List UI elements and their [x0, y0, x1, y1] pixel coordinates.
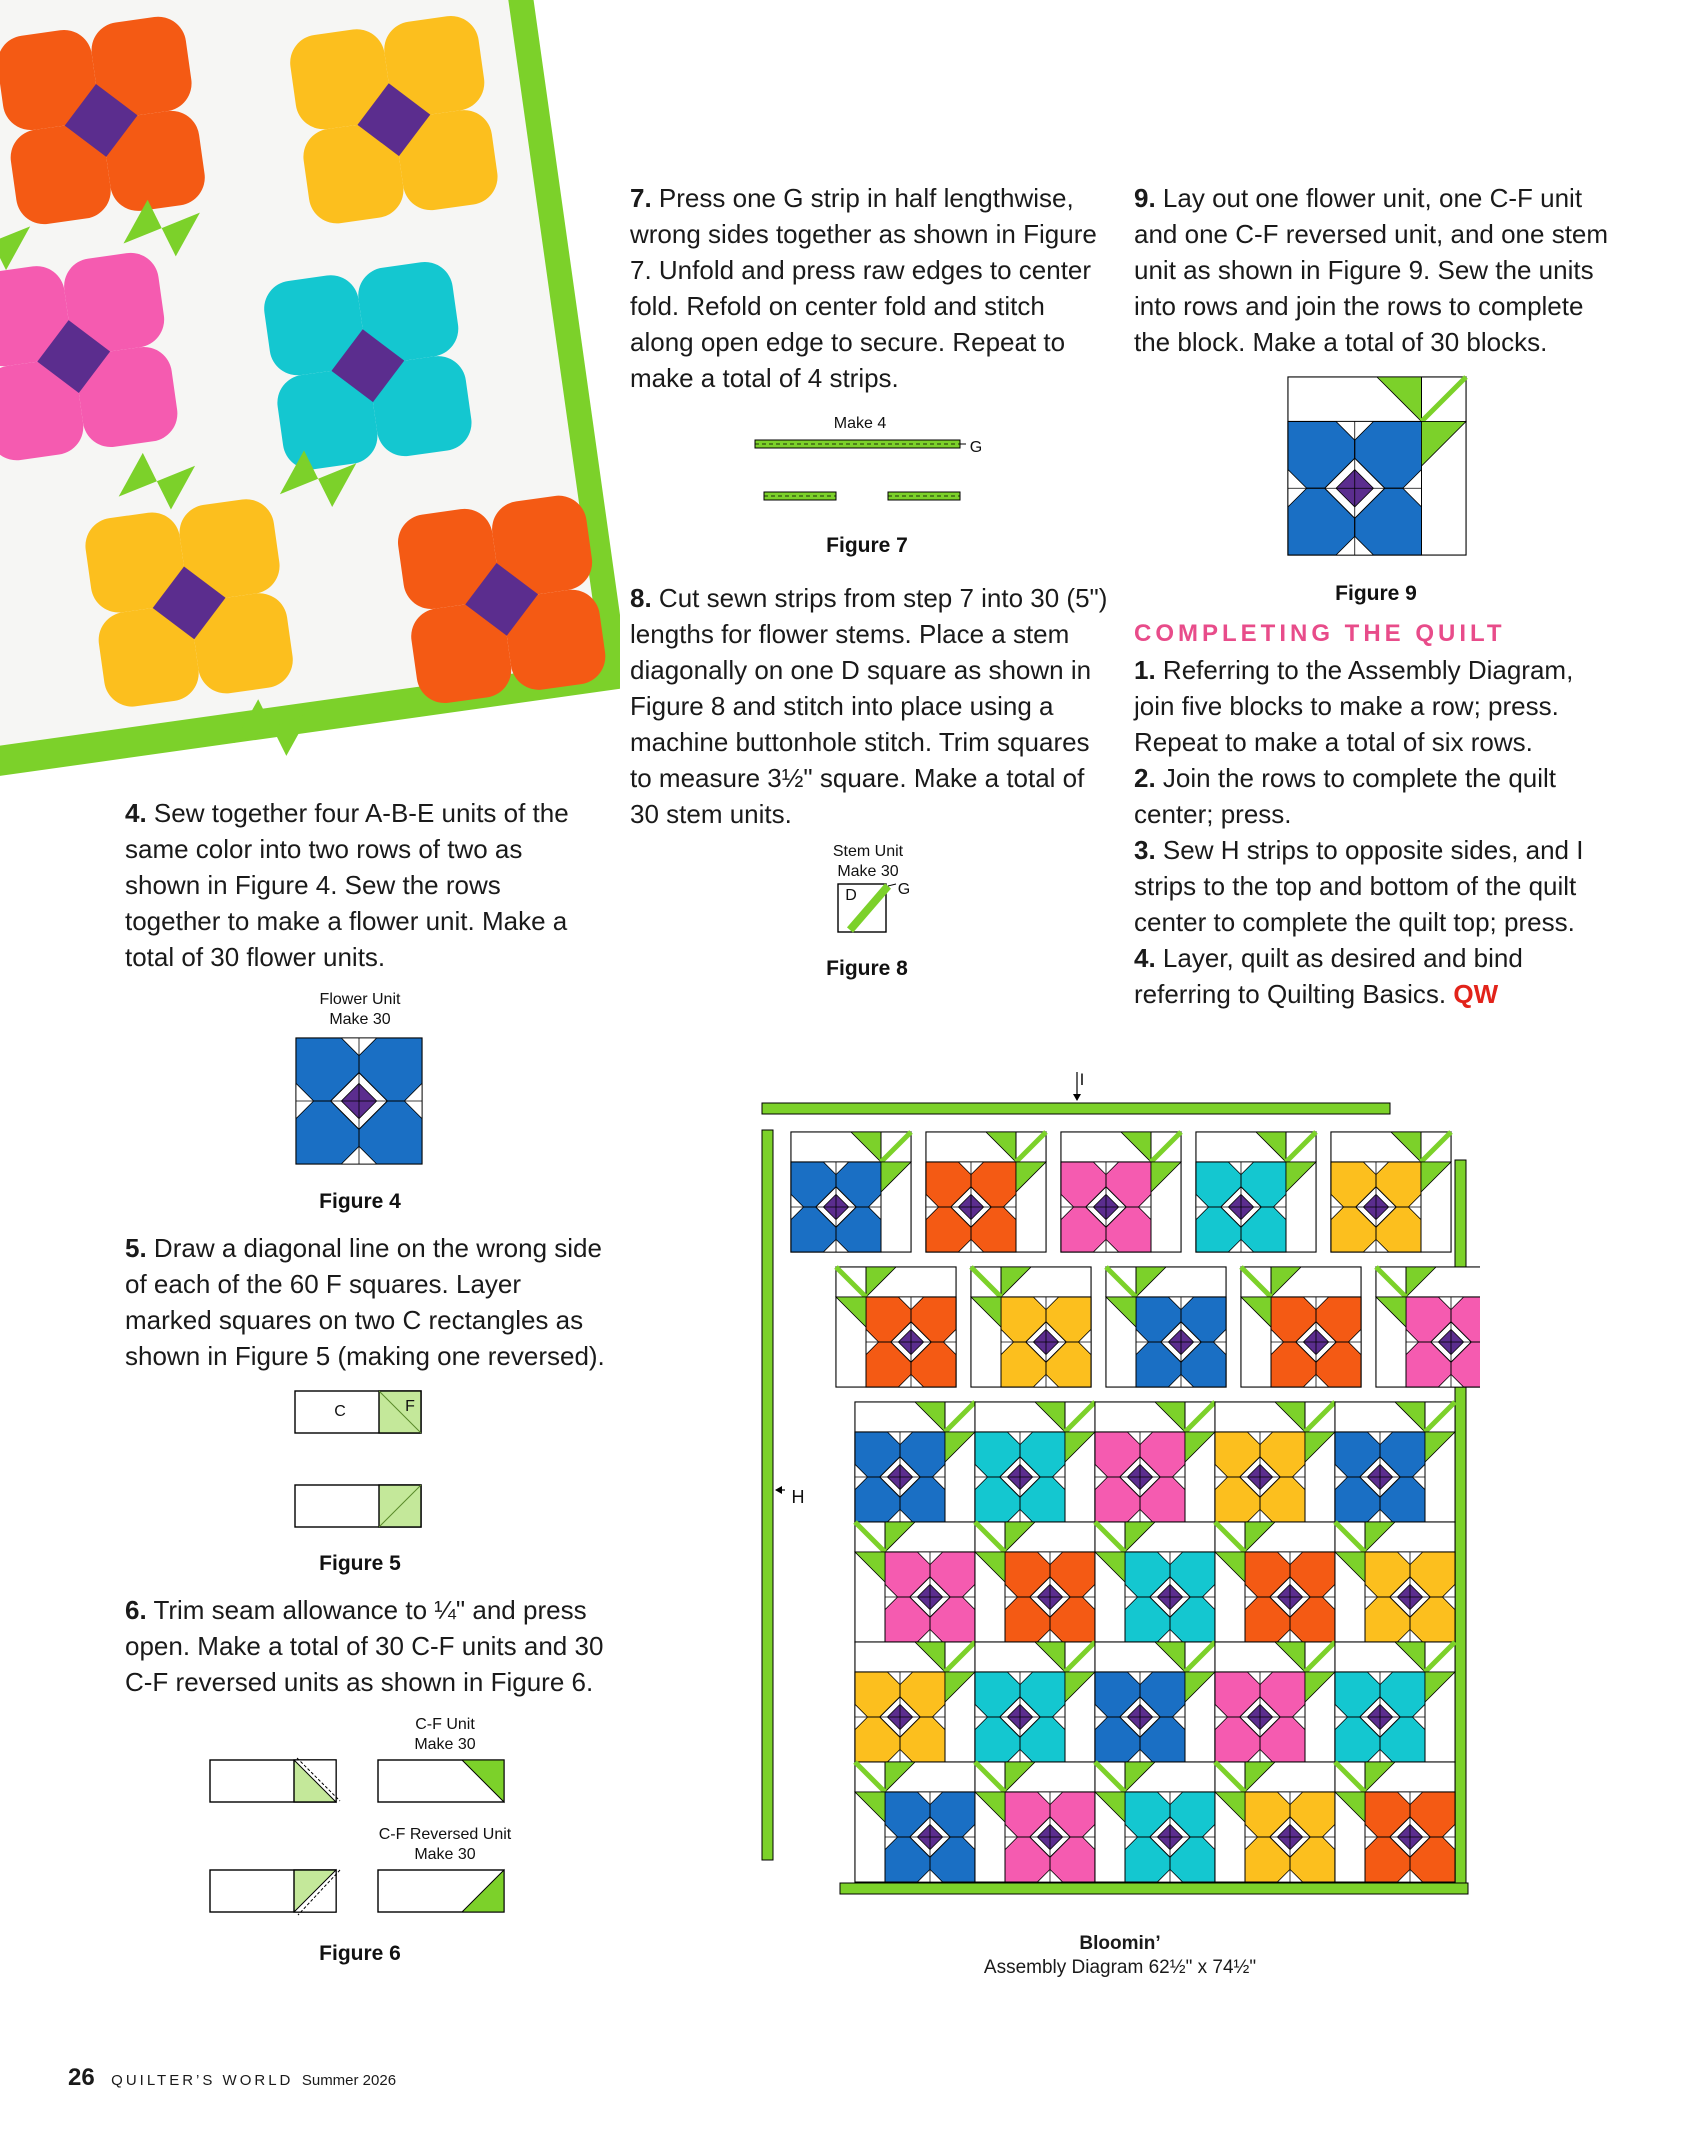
step-4 [125, 795, 595, 975]
figure-8-caption: Figure 8 [826, 957, 908, 980]
completing-step-3 [1134, 832, 1614, 940]
fig6-unit-label-line2: Make 30 [414, 1736, 476, 1753]
fig8-d-label: D [845, 887, 857, 904]
page-number: 26 [68, 2064, 95, 2091]
step-7-text: Press one G strip in half lengthwise, wrong sides together as shown in Figure 7. Unfold and press raw edges to center fold. Refold on center fold and stitch along open edge to secure. Repeat to make a total of 4 strips. [630, 183, 1097, 393]
assembly-title: Bloomin’ [1079, 1933, 1161, 1954]
figure-5-caption: Figure 5 [319, 1552, 401, 1575]
assembly-row [855, 1642, 1455, 1762]
step-7 [630, 180, 1110, 396]
assembly-caption [900, 1933, 1340, 1979]
step-5-number: 5. [125, 1233, 147, 1263]
fig8-g-label: G [897, 881, 911, 898]
fig6-rev-label-line2: Make 30 [414, 1846, 476, 1863]
figure-7-diagram [750, 434, 1000, 509]
i-arrowhead [1073, 1094, 1081, 1101]
assembly-diagram [755, 1070, 1480, 1910]
figure-7-caption: Figure 7 [826, 534, 908, 557]
figure-6-diagram [205, 1755, 515, 1920]
photo-flower [394, 492, 609, 707]
step-5 [125, 1230, 605, 1374]
quilt-rotated [0, 0, 620, 800]
border-i-bottom [840, 1883, 1468, 1894]
assembly-row [855, 1522, 1455, 1642]
figure-4-flower-unit [294, 1036, 424, 1166]
assembly-row [855, 1762, 1455, 1882]
photo-flower [0, 13, 208, 228]
completing-step-4-number: 4. [1134, 943, 1156, 973]
issue-date: Summer 2026 [301, 2072, 397, 2089]
fig8-label [808, 842, 928, 882]
step-7-number: 7. [630, 183, 652, 213]
completing-step-1-text: Referring to the Assembly Diagram, join five blocks to make a row; press. Repeat to make a total of six rows. [1134, 655, 1574, 757]
completing-step-4-text: Layer, quilt as desired and bind referring to Quilting Basics. [1134, 943, 1523, 1009]
fig8-label-line2: Make 30 [837, 863, 899, 880]
completing-step-2 [1134, 760, 1614, 832]
step-9-text: Lay out one flower unit, one C-F unit and one C-F reversed unit, and one stem unit as shown in Figure 9. Sew the units into rows and join the rows to complete the block. Make a total of 30 blocks. [1134, 183, 1609, 357]
assembly-h-label: H [791, 1487, 805, 1507]
step-4-text: Sew together four A-B-E units of the same color into two rows of two as shown in Figure 4. Sew the rows together to make a flower unit. Make a total of 30 flower units. [125, 798, 569, 972]
completing-step-3-number: 3. [1134, 835, 1156, 865]
photo-flower [82, 496, 297, 711]
step-6 [125, 1592, 605, 1700]
assembly-subtitle: Assembly Diagram 62½" x 74½" [983, 1957, 1257, 1978]
assembly-row [836, 1267, 1480, 1387]
qw-end-mark: QW [1453, 979, 1499, 1009]
fig5-f-label: F [405, 1398, 415, 1415]
fig6-rev-label-line1: C-F Reversed Unit [378, 1826, 512, 1843]
border-i-top [762, 1103, 1390, 1114]
step-8 [630, 580, 1110, 832]
step-5-text: Draw a diagonal line on the wrong side of each of the 60 F squares. Layer marked squares on two C rectangles as shown in Figure 5 (making one reversed). [125, 1233, 605, 1371]
quilt-photo [0, 0, 620, 800]
assembly-i-label: I [1079, 1070, 1085, 1089]
fig7-g-label: G [969, 439, 983, 456]
figure-9-block [1286, 375, 1470, 557]
completing-heading: COMPLETING THE QUILT [1134, 620, 1506, 647]
page-footer [68, 2064, 668, 2092]
fig4-label-line2: Make 30 [329, 1011, 391, 1028]
photo-flower [261, 258, 476, 473]
quilt-photo-image [0, 0, 620, 800]
quilt-photo-art [0, 0, 620, 800]
step-6-number: 6. [125, 1595, 147, 1625]
border-h-left [762, 1130, 773, 1860]
step-9-number: 9. [1134, 183, 1156, 213]
h-arrowhead [775, 1486, 782, 1494]
figure-4-caption: Figure 4 [319, 1190, 401, 1213]
step-9 [1134, 180, 1614, 360]
completing-step-3-text: Sew H strips to opposite sides, and I strips to the top and bottom of the quilt center to complete the quilt top; press. [1134, 835, 1584, 937]
step-8-number: 8. [630, 583, 652, 613]
assembly-row [791, 1132, 1451, 1252]
magazine-name: QUILTER’S WORLD [111, 2072, 294, 2089]
completing-step-1 [1134, 652, 1614, 760]
completing-step-4 [1134, 940, 1614, 1012]
completing-steps [1134, 652, 1614, 1012]
fig4-label [300, 990, 420, 1030]
step-4-number: 4. [125, 798, 147, 828]
fig6-unit-label-line1: C-F Unit [415, 1716, 475, 1733]
fig4-label-line1: Flower Unit [319, 991, 401, 1008]
fig6-unit-label [370, 1715, 520, 1755]
photo-flower [0, 249, 181, 464]
photo-flower [287, 12, 502, 227]
fig8-label-line1: Stem Unit [832, 843, 904, 860]
g-pointer [888, 884, 896, 886]
completing-step-1-number: 1. [1134, 655, 1156, 685]
assembly-row [855, 1402, 1455, 1522]
fig7-make-label: Make 4 [833, 415, 887, 432]
step-6-text: Trim seam allowance to ¼" and press open. Make a total of 30 C-F units and 30 C-F reversed units as shown in Figure 6. [125, 1595, 604, 1697]
fig5-c-label: C [334, 1403, 346, 1420]
step-8-text: Cut sewn strips from step 7 into 30 (5") lengths for flower stems. Place a stem diagonally on one D square as shown in Figure 8 and stitch into place using a machine buttonhole stitch. Trim squares to measure 3½" square. Make a total of 30 stem units. [630, 583, 1108, 829]
figure-9-caption: Figure 9 [1335, 582, 1417, 605]
completing-step-2-text: Join the rows to complete the quilt center; press. [1134, 763, 1557, 829]
completing-step-2-number: 2. [1134, 763, 1156, 793]
figure-6-caption: Figure 6 [319, 1942, 401, 1965]
